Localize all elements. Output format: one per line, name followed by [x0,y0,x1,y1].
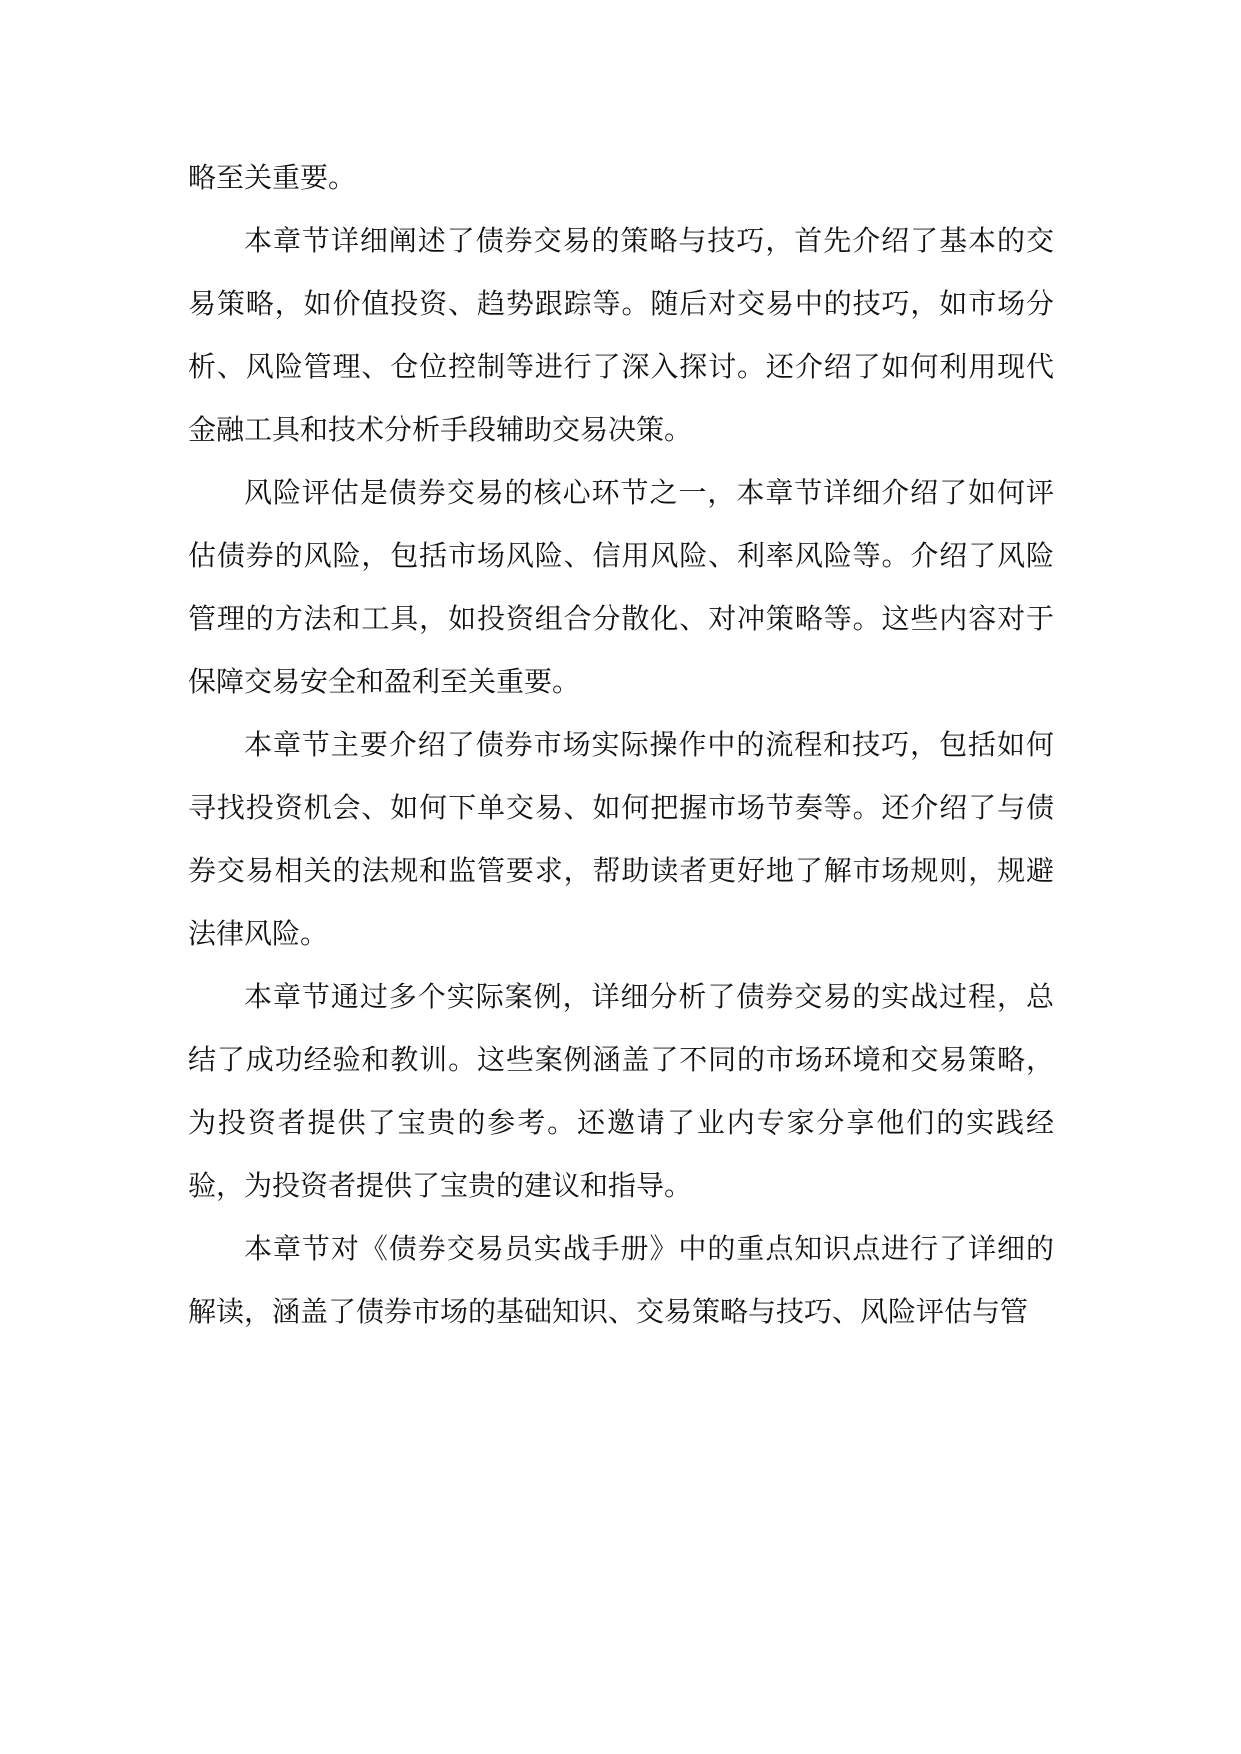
paragraph-continuation: 略至关重要。 [188,161,357,194]
paragraph-trading-strategies: 本章节详细阐述了债券交易的策略与技巧，首先介绍了基本的交易策略，如价值投资、趋势跟踪等。随后对交易中的技巧，如市场分析、风险管理、仓位控制等进行了深入探讨。还介绍了如何利用现代金融工具和技术分析手段辅助交易决策。 [188,224,1054,446]
paragraph-market-operations: 本章节主要介绍了债券市场实际操作中的流程和技巧，包括如何寻找投资机会、如何下单交易、如何把握市场节奏等。还介绍了与债券交易相关的法规和监管要求，帮助读者更好地了解市场规则，规避法律风险。 [188,728,1054,950]
paragraph-case-studies: 本章节通过多个实际案例，详细分析了债券交易的实战过程，总结了成功经验和教训。这些案例涵盖了不同的市场环境和交易策略，为投资者提供了宝贵的参考。还邀请了业内专家分享他们的实践经验，为投资者提供了宝贵的建议和指导。 [188,980,1054,1202]
paragraph-key-points: 本章节对《债券交易员实战手册》中的重点知识点进行了详细的解读，涵盖了债券市场的基础知识、交易策略与技巧、风险评估与管 [188,1232,1054,1328]
paragraph-risk-assessment: 风险评估是债券交易的核心环节之一，本章节详细介绍了如何评估债券的风险，包括市场风险、信用风险、利率风险等。介绍了风险管理的方法和工具，如投资组合分散化、对冲策略等。这些内容对于保障交易安全和盈利至关重要。 [188,476,1054,698]
document-page [188,146,1054,1343]
